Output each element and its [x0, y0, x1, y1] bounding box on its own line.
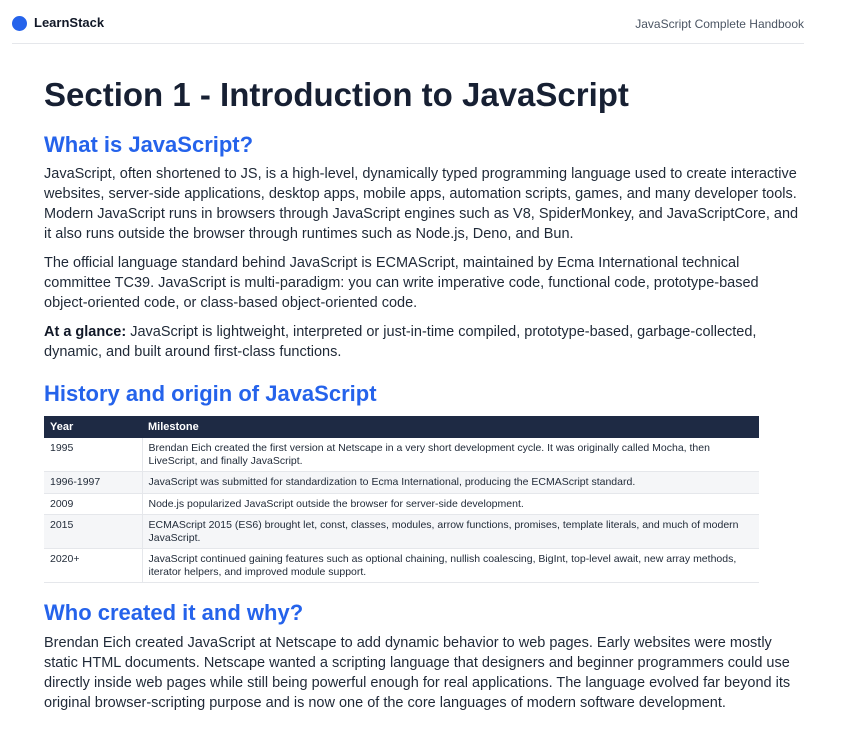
brand-logo-icon [12, 16, 27, 31]
year-cell: 2020+ [44, 549, 142, 583]
at-a-glance-text: JavaScript is lightweight, interpreted or just-in-time compiled, prototype-based, garbage-collected, dynamic, and built around first-class functions. [44, 324, 757, 360]
history-table [44, 416, 759, 583]
heading-what-is: What is JavaScript? [44, 132, 254, 157]
main-content [44, 70, 814, 713]
at-a-glance-paragraph [44, 322, 769, 362]
page-title: Section 1 - Introduction to JavaScript [44, 76, 629, 113]
what-is-paragraph-1: JavaScript, often shortened to JS, is a high-level, dynamically typed programming language used to create interactive websites, server-side applications, desktop apps, mobile apps, automation scripts, games, and many developer tools. Modern JavaScript runs in browsers through JavaScript engines such as V8, SpiderMonkey, and JavaScriptCore, and it also runs outside the browser through runtimes such as Node.js, Deno, and Bun. [44, 166, 799, 242]
year-cell: 1996-1997 [44, 472, 142, 494]
top-bar [12, 0, 804, 44]
heading-history: History and origin of JavaScript [44, 381, 377, 406]
milestone-cell: JavaScript was submitted for standardization to Ecma International, producing the ECMAScript standard. [142, 472, 759, 494]
at-a-glance-label: At a glance: [44, 324, 127, 340]
brand-name: LearnStack [34, 15, 105, 30]
heading-who-created: Who created it and why? [44, 600, 304, 625]
year-cell: 2009 [44, 493, 142, 515]
milestone-cell: ECMAScript 2015 (ES6) brought let, const, classes, modules, arrow functions, promises, template literals, and much of modern JavaScript. [142, 515, 759, 549]
milestone-cell: Brendan Eich created the first version at Netscape in a very short development cycle. It was originally called Mocha, then LiveScript, and finally JavaScript. [142, 438, 759, 472]
milestone-cell: Node.js popularized JavaScript outside the browser for server-side development. [142, 493, 759, 515]
column-header-milestone: Milestone [142, 416, 759, 438]
table-row [44, 438, 759, 472]
year-cell: 2015 [44, 515, 142, 549]
handbook-title: JavaScript Complete Handbook [635, 17, 804, 31]
table-row [44, 515, 759, 549]
brand[interactable] [12, 15, 104, 31]
what-is-paragraph-2: The official language standard behind JavaScript is ECMAScript, maintained by Ecma International technical committee TC39. JavaScript is multi-paradigm: you can write imperative code, functional code, prototype-based object-oriented code, or class-based object-oriented code. [44, 255, 759, 311]
milestone-cell: JavaScript continued gaining features such as optional chaining, nullish coalescing, BigInt, top-level await, new array methods, iterator helpers, and improved module support. [142, 549, 759, 583]
table-row [44, 493, 759, 515]
table-row [44, 549, 759, 583]
table-header-row [44, 416, 759, 438]
who-created-paragraph: Brendan Eich created JavaScript at Netscape to add dynamic behavior to web pages. Early websites were mostly static HTML documents. Netscape wanted a scripting language that designers and beginner programmers could use directly inside web pages while still being powerful enough for real applications. The language evolved far beyond its original browser-scripting purpose and is now one of the core languages of modern software development. [44, 635, 791, 711]
column-header-year: Year [44, 416, 142, 438]
table-row [44, 472, 759, 494]
year-cell: 1995 [44, 438, 142, 472]
